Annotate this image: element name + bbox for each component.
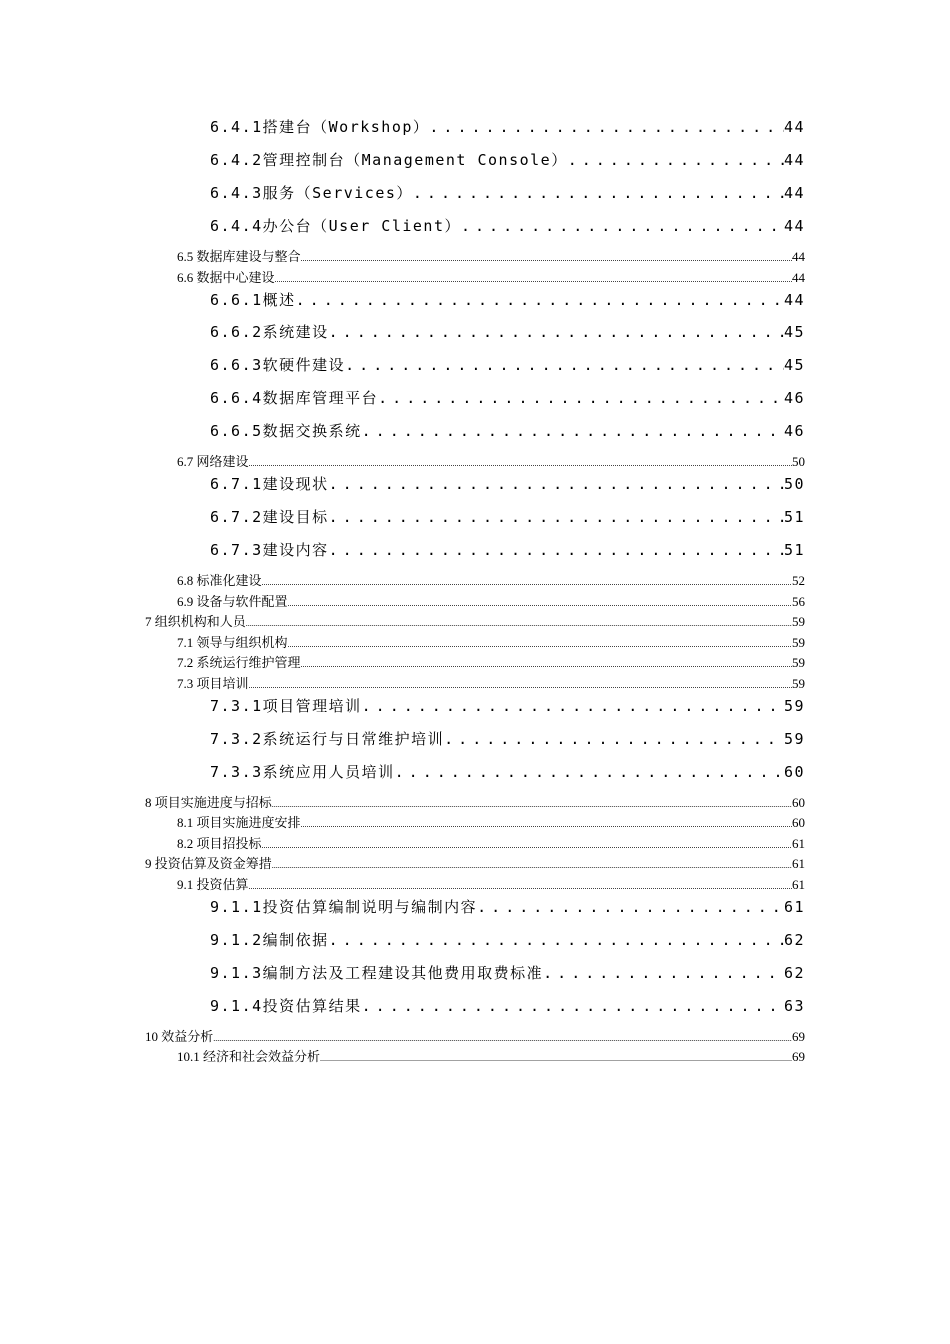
toc-entry-title: 6.7.3建设内容 — [210, 541, 329, 559]
toc-entry-title: 6.6.1概述 — [210, 291, 296, 309]
toc-entry-9[interactable] — [145, 855, 805, 873]
dot-leader — [329, 929, 784, 951]
toc-entry-8[interactable] — [145, 794, 805, 812]
toc-entry-6-4-4[interactable] — [210, 215, 805, 237]
toc-entry-6-4-3[interactable] — [210, 182, 805, 204]
dot-leader — [301, 816, 792, 832]
toc-entry-page: 45 — [783, 356, 805, 374]
toc-entry-page: 51 — [783, 508, 805, 526]
toc-entry-7-3[interactable] — [177, 675, 805, 693]
toc-entry-page: 59 — [792, 635, 805, 650]
toc-entry-page: 44 — [783, 291, 805, 309]
toc-entry-title: 6.7.1建设现状 — [210, 475, 329, 493]
toc-entry-page: 59 — [783, 730, 805, 748]
toc-entry-title: 7.3.2系统运行与日常维护培训 — [210, 730, 445, 748]
toc-entry-title: 9.1.2编制依据 — [210, 931, 329, 949]
toc-entry-9-1-3[interactable] — [210, 962, 805, 984]
dot-leader — [345, 354, 784, 376]
toc-entry-6-6-1[interactable] — [210, 289, 805, 311]
toc-entry-title: 6.5 数据库建设与整合 — [177, 249, 301, 264]
toc-entry-title: 7.3.3系统应用人员培训 — [210, 763, 395, 781]
toc-entry-6-7[interactable] — [177, 453, 805, 471]
dot-leader — [301, 656, 792, 672]
dot-leader — [249, 677, 792, 693]
toc-entry-title: 6.9 设备与软件配置 — [177, 594, 288, 609]
toc-entry-10[interactable] — [145, 1028, 805, 1046]
toc-entry-title: 6.4.3服务（Services） — [210, 184, 413, 202]
toc-entry-6-5[interactable] — [177, 248, 805, 266]
toc-entry-title: 9.1.3编制方法及工程建设其他费用取费标准 — [210, 964, 544, 982]
dot-leader — [329, 473, 784, 495]
toc-entry-page: 61 — [783, 898, 805, 916]
toc-entry-title: 6.6.2系统建设 — [210, 323, 329, 341]
toc-entry-8-1[interactable] — [177, 814, 805, 832]
dot-leader — [301, 250, 792, 266]
toc-entry-title: 7 组织机构和人员 — [145, 614, 246, 629]
dot-leader — [477, 896, 784, 918]
toc-entry-6-6-4[interactable] — [210, 387, 805, 409]
toc-entry-7-3-2[interactable] — [210, 728, 805, 750]
toc-entry-page: 59 — [783, 697, 805, 715]
toc-entry-title: 7.3.1项目管理培训 — [210, 697, 362, 715]
toc-entry-7-1[interactable] — [177, 634, 805, 652]
toc-entry-title: 9.1.4投资估算结果 — [210, 997, 362, 1015]
dot-leader — [275, 271, 792, 287]
toc-entry-7-3-3[interactable] — [210, 761, 805, 783]
toc-entry-page: 60 — [792, 815, 805, 830]
dot-leader — [213, 1030, 792, 1046]
dot-leader — [362, 695, 784, 717]
dot-leader — [249, 878, 792, 894]
dot-leader — [395, 761, 784, 783]
toc-entry-page: 44 — [783, 184, 805, 202]
dot-leader — [378, 387, 784, 409]
dot-leader — [568, 149, 784, 171]
toc-entry-page: 69 — [792, 1029, 805, 1044]
dot-leader — [272, 796, 792, 812]
toc-entry-title: 9 投资估算及资金筹措 — [145, 856, 272, 871]
dot-leader — [272, 857, 792, 873]
toc-entry-7[interactable] — [145, 613, 805, 631]
toc-entry-title: 6.8 标准化建设 — [177, 573, 262, 588]
toc-entry-title: 7.1 领导与组织机构 — [177, 635, 288, 650]
toc-entry-9-1-4[interactable] — [210, 995, 805, 1017]
toc-entry-title: 6.4.2管理控制台（Management Console） — [210, 151, 568, 169]
toc-entry-page: 50 — [792, 454, 805, 469]
dot-leader — [262, 574, 792, 590]
toc-entry-10-1[interactable] — [177, 1048, 805, 1066]
toc-entry-7-2[interactable] — [177, 654, 805, 672]
toc-entry-6-6-2[interactable] — [210, 321, 805, 343]
dot-leader — [262, 837, 792, 853]
toc-entry-title: 8.1 项目实施进度安排 — [177, 815, 301, 830]
toc-entry-title: 8 项目实施进度与招标 — [145, 795, 272, 810]
toc-entry-7-3-1[interactable] — [210, 695, 805, 717]
toc-entry-page: 46 — [783, 422, 805, 440]
toc-entry-page: 60 — [783, 763, 805, 781]
toc-entry-title: 6.7 网络建设 — [177, 454, 249, 469]
toc-entry-9-1-1[interactable] — [210, 896, 805, 918]
toc-entry-page: 44 — [783, 118, 805, 136]
toc-entry-6-9[interactable] — [177, 593, 805, 611]
dot-leader — [362, 995, 784, 1017]
toc-entry-page: 69 — [792, 1049, 805, 1064]
toc-entry-page: 60 — [792, 795, 805, 810]
dot-leader — [362, 420, 784, 442]
toc-entry-8-2[interactable] — [177, 835, 805, 853]
toc-entry-title: 10.1 经济和社会效益分析 — [177, 1049, 321, 1064]
toc-entry-6-6-5[interactable] — [210, 420, 805, 442]
toc-entry-page: 44 — [792, 270, 805, 285]
toc-entry-page: 61 — [792, 877, 805, 892]
dot-leader — [288, 636, 792, 652]
toc-entry-title: 10 效益分析 — [145, 1029, 214, 1044]
toc-entry-6-4-1[interactable] — [210, 116, 805, 138]
dot-leader — [329, 506, 784, 528]
toc-entry-page: 61 — [792, 836, 805, 851]
dot-leader — [329, 321, 784, 343]
toc-entry-page: 59 — [792, 676, 805, 691]
toc-entry-title: 6.7.2建设目标 — [210, 508, 329, 526]
toc-entry-page: 61 — [792, 856, 805, 871]
dot-leader — [543, 962, 784, 984]
toc-entry-title: 7.3 项目培训 — [177, 676, 249, 691]
dot-leader — [329, 539, 784, 561]
dot-leader — [413, 182, 784, 204]
toc-entry-page: 62 — [783, 931, 805, 949]
toc-entry-title: 6.6 数据中心建设 — [177, 270, 275, 285]
toc-entry-page: 44 — [783, 217, 805, 235]
toc-entry-6-7-3[interactable] — [210, 539, 805, 561]
toc-entry-page: 62 — [783, 964, 805, 982]
toc-entry-title: 6.4.1搭建台（Workshop） — [210, 118, 430, 136]
toc-entry-page: 52 — [792, 573, 805, 588]
toc-entry-6-7-1[interactable] — [210, 473, 805, 495]
dot-leader — [249, 455, 792, 471]
toc-entry-6-6-3[interactable] — [210, 354, 805, 376]
dot-leader — [444, 728, 784, 750]
toc-entry-page: 44 — [792, 249, 805, 264]
dot-leader — [461, 215, 784, 237]
toc-entry-title: 6.4.4办公台（User Client） — [210, 217, 461, 235]
dot-leader — [320, 1050, 792, 1066]
toc-entry-page: 59 — [792, 655, 805, 670]
toc-entry-6-8[interactable] — [177, 572, 805, 590]
toc-entry-title: 6.6.4数据库管理平台 — [210, 389, 379, 407]
toc-entry-9-1-2[interactable] — [210, 929, 805, 951]
toc-entry-page: 44 — [783, 151, 805, 169]
toc-entry-page: 63 — [783, 997, 805, 1015]
toc-entry-6-6[interactable] — [177, 269, 805, 287]
toc-entry-page: 46 — [783, 389, 805, 407]
toc-entry-page: 51 — [783, 541, 805, 559]
toc-entry-6-7-2[interactable] — [210, 506, 805, 528]
toc-entry-page: 45 — [783, 323, 805, 341]
toc-entry-page: 59 — [792, 614, 805, 629]
dot-leader — [429, 116, 784, 138]
toc-entry-title: 7.2 系统运行维护管理 — [177, 655, 301, 670]
toc-entry-title: 6.6.5数据交换系统 — [210, 422, 362, 440]
dot-leader — [296, 289, 784, 311]
toc-entry-title: 9.1 投资估算 — [177, 877, 249, 892]
toc-entry-page: 50 — [783, 475, 805, 493]
dot-leader — [288, 595, 792, 611]
toc-entry-6-4-2[interactable] — [210, 149, 805, 171]
toc-entry-title: 6.6.3软硬件建设 — [210, 356, 346, 374]
toc-entry-page: 56 — [792, 594, 805, 609]
toc-entry-title: 8.2 项目招投标 — [177, 836, 262, 851]
dot-leader — [246, 615, 792, 631]
toc-entry-title: 9.1.1投资估算编制说明与编制内容 — [210, 898, 478, 916]
toc-entry-9-1[interactable] — [177, 876, 805, 894]
